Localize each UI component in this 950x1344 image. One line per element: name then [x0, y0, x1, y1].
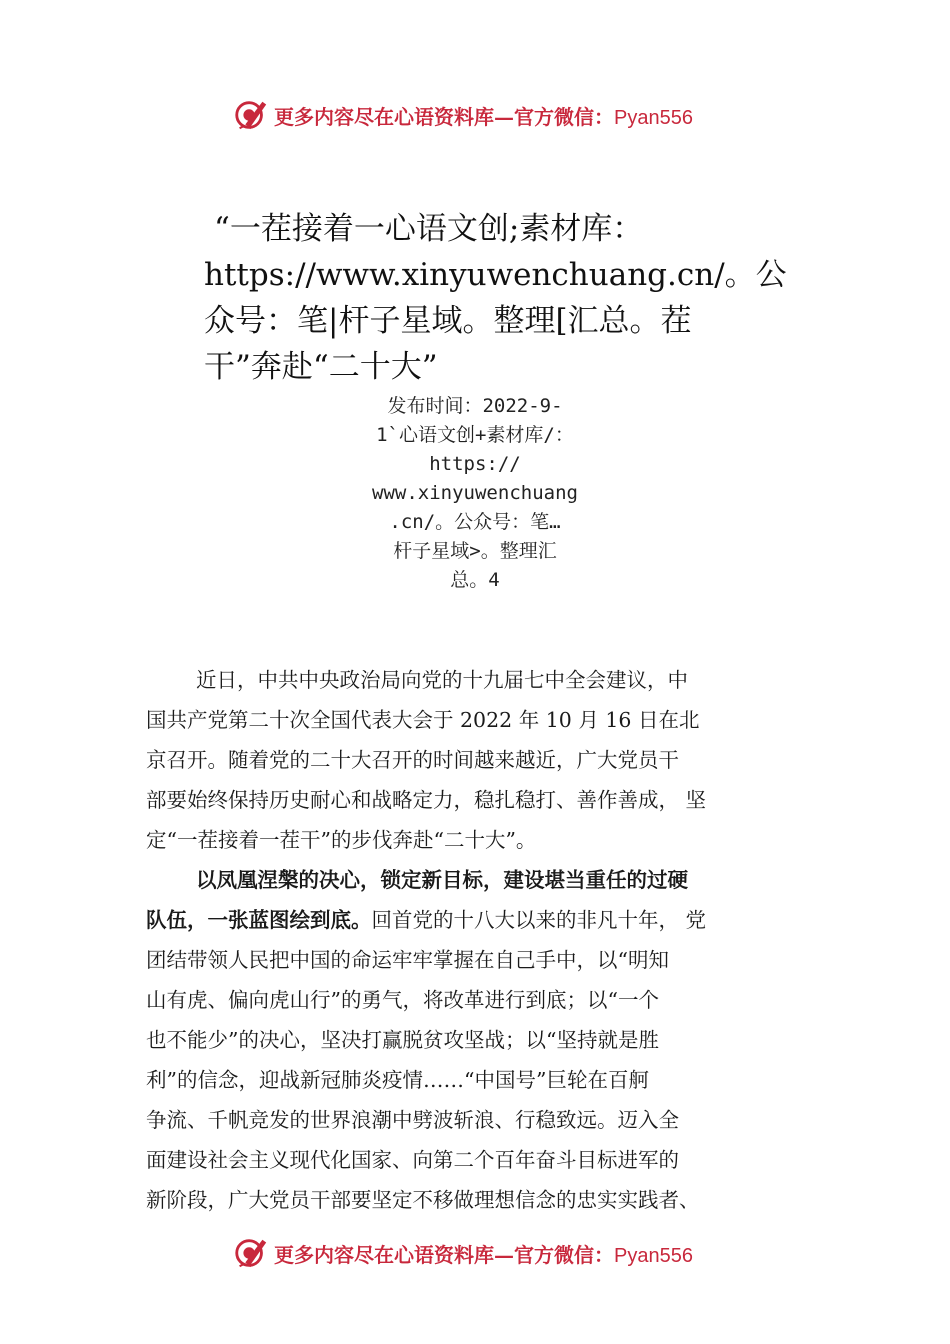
meta-line: .cn/。公众号：笔…	[389, 511, 561, 533]
meta-line: www.xinyuwenchuang	[372, 482, 578, 504]
text-line: 国共产党第二十次全国代表大会于 2022 年 10 月 16 日在北	[146, 708, 700, 732]
meta-line: 发布时间：2022-9-	[387, 395, 563, 417]
text-line: 也不能少”的决心，坚决打赢脱贫攻坚战；以“坚持就是胜	[146, 1028, 659, 1052]
meta-line: 总。4	[450, 569, 500, 591]
text-line: 山有虎、偏向虎山行”的勇气，将改革进行到底；以“一个	[146, 988, 659, 1012]
title-line: 众号：笔|杆子星域。整理[汇总。茬	[204, 303, 692, 339]
text-line: 面建设社会主义现代化国家、向第二个百年奋斗目标进军的	[146, 1148, 679, 1172]
article-body	[146, 660, 810, 1220]
paragraph-intro	[146, 660, 810, 860]
watermark-text: 更多内容尽在心语资料库—官方微信：Pyan556	[274, 104, 693, 129]
text-line: 部要始终保持历史耐心和战略定力，稳扎稳打、善作善成， 坚	[146, 788, 707, 812]
meta-line: 杆子星域>。整理汇	[393, 540, 557, 562]
text-line: 团结带领人民把中国的命运牢牢掌握在自己手中，以“明知	[146, 948, 669, 972]
meta-line: https://	[429, 453, 521, 475]
meta-line: 1`心语文创+素材库/：	[376, 424, 574, 446]
text-line: 利”的信念，迎战新冠肺炎疫情……“中国号”巨轮在百舸	[146, 1068, 649, 1092]
pen-logo-icon	[232, 1234, 270, 1272]
text-line: 新阶段，广大党员干部要坚定不移做理想信念的忠实实践者、	[146, 1188, 700, 1212]
document-title	[204, 206, 804, 390]
text-line: 近日，中共中央政治局向党的十九届七中全会建议，中	[196, 668, 688, 692]
header-watermark	[232, 95, 732, 135]
text-line: 回首党的十八大以来的非凡十年， 党	[371, 908, 707, 932]
footer-watermark	[232, 1233, 732, 1273]
publish-meta	[340, 392, 610, 595]
watermark-text: 更多内容尽在心语资料库—官方微信：Pyan556	[274, 1242, 693, 1267]
bold-heading-line: 以凤凰涅槃的决心，锁定新目标，建设堪当重任的过硬	[196, 868, 688, 892]
bold-heading-line: 队伍，一张蓝图绘到底。	[146, 908, 372, 932]
text-line: 争流、千帆竞发的世界浪潮中劈波斩浪、行稳致远。迈入全	[146, 1108, 679, 1132]
title-line: https://www.xinyuwenchuang.cn/。公	[204, 257, 787, 293]
text-line: 京召开。随着党的二十大召开的时间越来越近，广大党员干	[146, 748, 679, 772]
paragraph-section-1	[146, 860, 810, 1220]
title-line: 干”奔赴“二十大”	[204, 349, 438, 385]
text-line: 定“一茬接着一茬干”的步伐奔赴“二十大”。	[146, 828, 537, 852]
title-line: “一茬接着一心语文创;素材库：	[214, 211, 644, 247]
pen-logo-icon	[232, 96, 270, 134]
